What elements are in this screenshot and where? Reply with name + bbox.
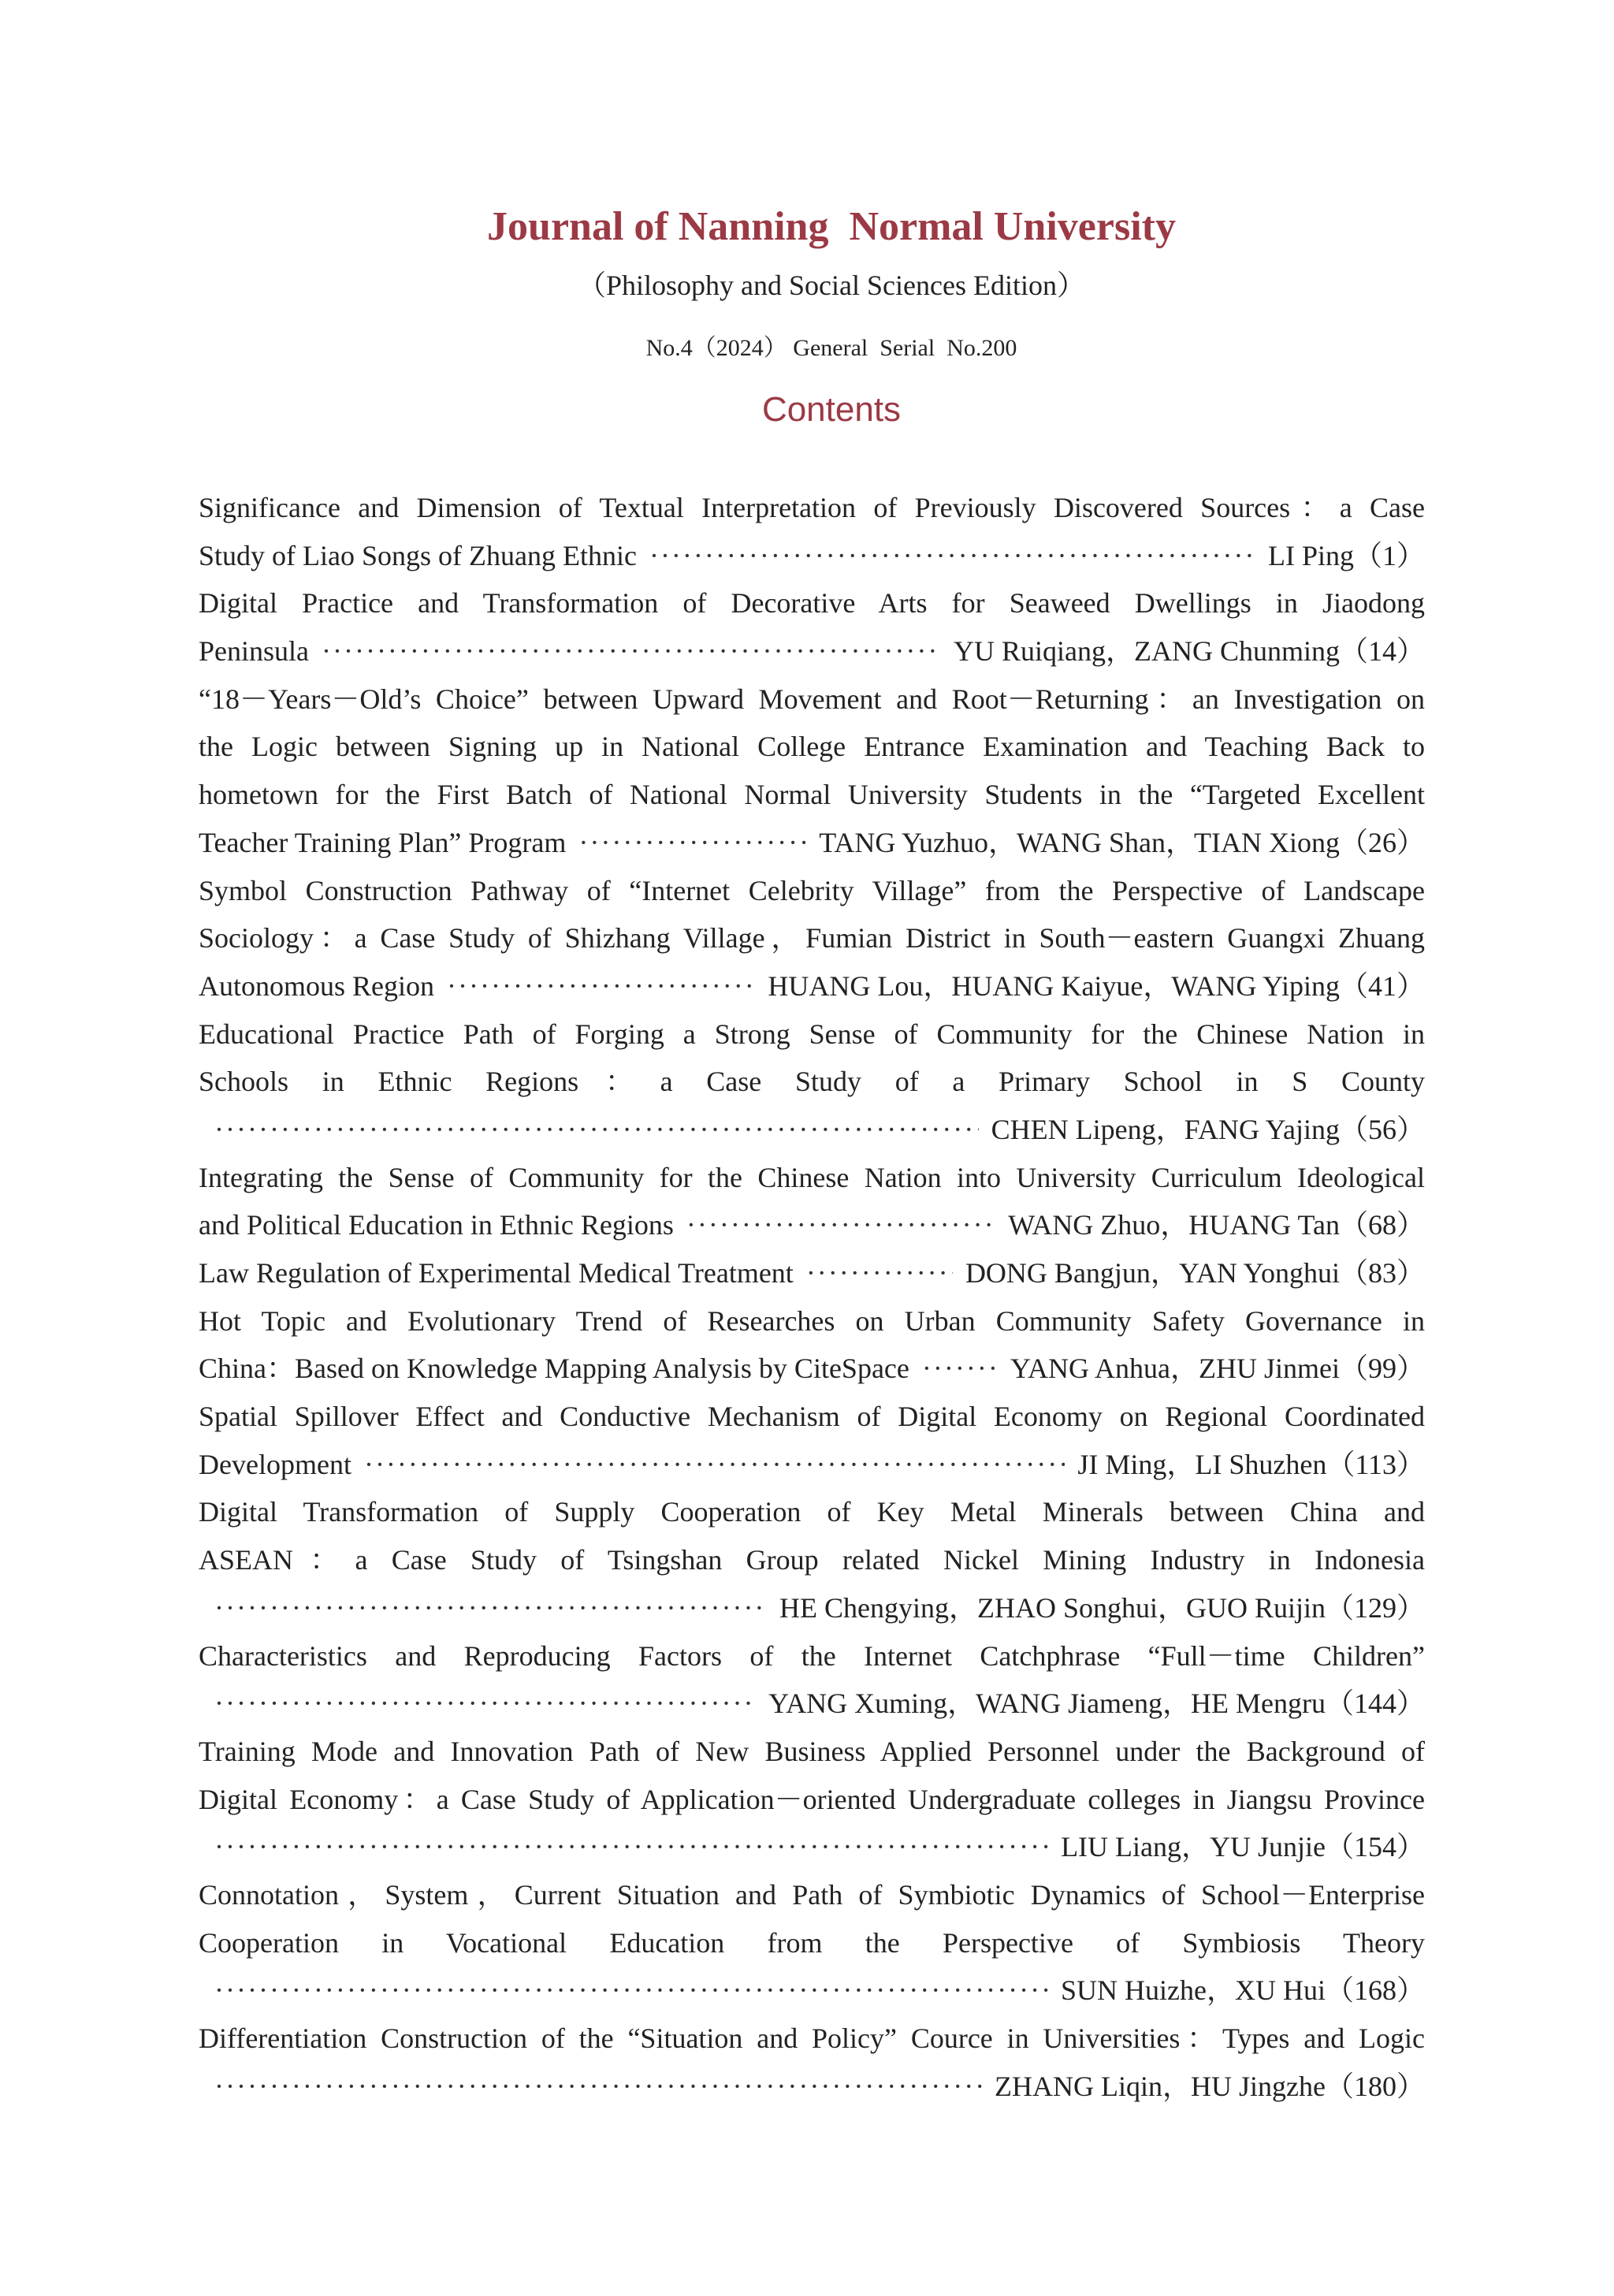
toc-entry-title-line: Hot Topic and Evolutionary Trend of Researches on Urban Community Safety Governance in [199, 1304, 1425, 1337]
dot-leader [364, 1441, 1065, 1489]
toc-entry[interactable] [199, 1249, 1425, 1297]
toc-entry-authors-page: CHEN Lipeng，FANG Yajing（56） [991, 1113, 1425, 1145]
toc-entry-title-line: Significance and Dimension of Textual Interpretation of Previously Discovered Sources：a Case [199, 492, 1425, 523]
table-of-contents [199, 484, 1425, 2110]
toc-entry-authors-page: YU Ruiqiang，ZANG Chunming（14） [954, 635, 1425, 668]
dot-leader [686, 1201, 995, 1249]
toc-entry-leader-line [199, 1680, 1425, 1728]
toc-entry-authors-page: DONG Bangjun，YAN Yonghui（83） [965, 1257, 1425, 1289]
dot-leader [922, 1345, 998, 1393]
toc-entry-leader-line [199, 1249, 1425, 1297]
toc-entry-authors-page: TANG Yuzhuo，WANG Shan，TIAN Xiong（26） [819, 826, 1425, 858]
toc-entry[interactable] [199, 675, 1425, 867]
toc-entry[interactable] [199, 579, 1425, 675]
toc-entry[interactable] [199, 867, 1425, 1010]
toc-entry-authors-page: HUANG Lou，HUANG Kaiyue，WANG Yiping（41） [768, 969, 1425, 1002]
toc-entry-title-line: Cooperation in Vocational Education from the Perspective of Symbiosis Theory [199, 1926, 1425, 1959]
toc-entry-authors-page: ZHANG Liqin，HU Jingzhe（180） [995, 2070, 1425, 2102]
dot-leader [214, 1584, 767, 1632]
dot-leader [806, 1249, 953, 1297]
toc-entry[interactable] [199, 1871, 1425, 2015]
toc-entry-authors-page: LIU Liang，YU Junjie（154） [1061, 1831, 1425, 1863]
toc-entry[interactable] [199, 1154, 1425, 1249]
toc-entry-authors-page: YANG Xuming，WANG Jiameng，HE Mengru（144） [768, 1688, 1425, 1720]
toc-entry-authors-page: SUN Huizhe，XU Hui（168） [1061, 1974, 1425, 2007]
toc-entry-leader-line [199, 1106, 1425, 1154]
toc-entry[interactable] [199, 484, 1425, 579]
toc-entry-authors-page: HE Chengying，ZHAO Songhui，GUO Ruijin（129） [779, 1591, 1425, 1624]
toc-entry-leader-line [199, 1823, 1425, 1871]
edition-subtitle: （Philosophy and Social Sciences Edition） [578, 270, 1085, 301]
toc-entry-title-line: Educational Practice Path of Forging a Strong Sense of Community for the Chinese Nation in [199, 1018, 1425, 1050]
toc-entry-leader-line [199, 532, 1425, 580]
toc-entry-authors-page: WANG Zhuo，HUANG Tan（68） [1008, 1209, 1425, 1241]
toc-entry-leader-line [199, 819, 1425, 867]
toc-entry-leader-line [199, 627, 1425, 675]
toc-entry-title-line: Spatial Spillover Effect and Conductive Mechanism of Digital Economy on Regional Coordinated [199, 1401, 1425, 1433]
toc-entry-authors-page: YANG Anhua，ZHU Jinmei（99） [1010, 1353, 1425, 1385]
toc-entry-leader-line [199, 1201, 1425, 1249]
toc-entry-title-tail: Peninsula [199, 635, 309, 668]
dot-leader [214, 1106, 979, 1154]
journal-title: Journal of Nanning Normal University [487, 204, 1176, 249]
toc-entry-title-line: Sociology：a Case Study of Shizhang Village，Fumian District in South－eastern Guangxi Zhuang [199, 922, 1425, 954]
contents-heading: Contents [761, 390, 902, 429]
dot-leader [649, 532, 1255, 580]
toc-entry-title-line: Schools in Ethnic Regions：a Case Study of a Primary School in S County [199, 1066, 1425, 1098]
toc-entry[interactable] [199, 1010, 1425, 1154]
toc-entry-leader-line [199, 1441, 1425, 1489]
toc-entry-leader-line [199, 1584, 1425, 1632]
toc-entry-title-line: “18－Years－Old’s Choice” between Upward Movement and Root－Returning：an Investigation on [199, 683, 1425, 715]
toc-entry-title-line: the Logic between Signing up in National College Entrance Examination and Teaching Back to [199, 731, 1425, 763]
toc-entry-title-tail: China：Based on Knowledge Mapping Analysis by CiteSpace [199, 1353, 909, 1385]
toc-entry-title-tail: Autonomous Region [199, 969, 435, 1002]
dot-leader [214, 1823, 1048, 1871]
toc-entry[interactable] [199, 2015, 1425, 2110]
toc-entry-title-tail: Law Regulation of Experimental Medical Treatment [199, 1257, 794, 1289]
dot-leader [214, 2063, 982, 2111]
dot-leader [447, 962, 755, 1010]
toc-entry-title-line: Connotation，System，Current Situation and Path of Symbiotic Dynamics of School－Enterprise [199, 1878, 1425, 1911]
toc-entry-authors-page: LI Ping（1） [1267, 539, 1425, 571]
toc-entry[interactable] [199, 1393, 1425, 1488]
toc-entry-title-line: Training Mode and Innovation Path of New Business Applied Personnel under the Background of [199, 1735, 1425, 1767]
toc-entry-title-tail: and Political Education in Ethnic Regions [199, 1209, 674, 1241]
issue-number: No.4（2024） General Serial No.200 [645, 335, 1017, 361]
toc-entry[interactable] [199, 1728, 1425, 1871]
dot-leader [578, 819, 806, 867]
toc-entry-leader-line [199, 1345, 1425, 1393]
toc-entry-title-line: ASEAN：a Case Study of Tsingshan Group related Nickel Mining Industry in Indonesia [199, 1544, 1425, 1576]
toc-entry-title-line: Symbol Construction Pathway of “Internet Celebrity Village” from the Perspective of Landscape [199, 874, 1425, 906]
toc-entry-title-tail: Teacher Training Plan” Program [199, 826, 567, 858]
toc-entry-title-line: hometown for the First Batch of National Normal University Students in the “Targeted Excellent [199, 779, 1425, 811]
toc-entry-leader-line [199, 962, 1425, 1010]
toc-entry-title-line: Digital Economy：a Case Study of Application－oriented Undergraduate colleges in Jiangsu Province [199, 1783, 1425, 1815]
toc-entry-title-tail: Study of Liao Songs of Zhuang Ethnic [199, 539, 637, 571]
toc-entry-title-line: Integrating the Sense of Community for the Chinese Nation into University Curriculum Ideological [199, 1161, 1425, 1193]
toc-entry-leader-line [199, 1967, 1425, 2015]
toc-entry-title-tail: Development [199, 1448, 351, 1480]
toc-entry-title-line: Digital Transformation of Supply Cooperation of Key Metal Minerals between China and [199, 1496, 1425, 1528]
toc-entry-title-line: Characteristics and Reproducing Factors of the Internet Catchphrase “Full－time Children” [199, 1639, 1425, 1672]
toc-entry[interactable] [199, 1297, 1425, 1393]
toc-entry-title-line: Digital Practice and Transformation of Decorative Arts for Seaweed Dwellings in Jiaodong [199, 587, 1425, 620]
toc-entry-leader-line [199, 2063, 1425, 2111]
toc-entry[interactable] [199, 1632, 1425, 1728]
dot-leader [214, 1680, 756, 1728]
dot-leader [322, 627, 941, 675]
toc-entry-authors-page: JI Ming，LI Shuzhen（113） [1077, 1448, 1425, 1480]
toc-entry[interactable] [199, 1488, 1425, 1632]
toc-entry-title-line: Differentiation Construction of the “Situation and Policy” Cource in Universities：Types and Logic [199, 2022, 1425, 2054]
dot-leader [214, 1967, 1048, 2015]
